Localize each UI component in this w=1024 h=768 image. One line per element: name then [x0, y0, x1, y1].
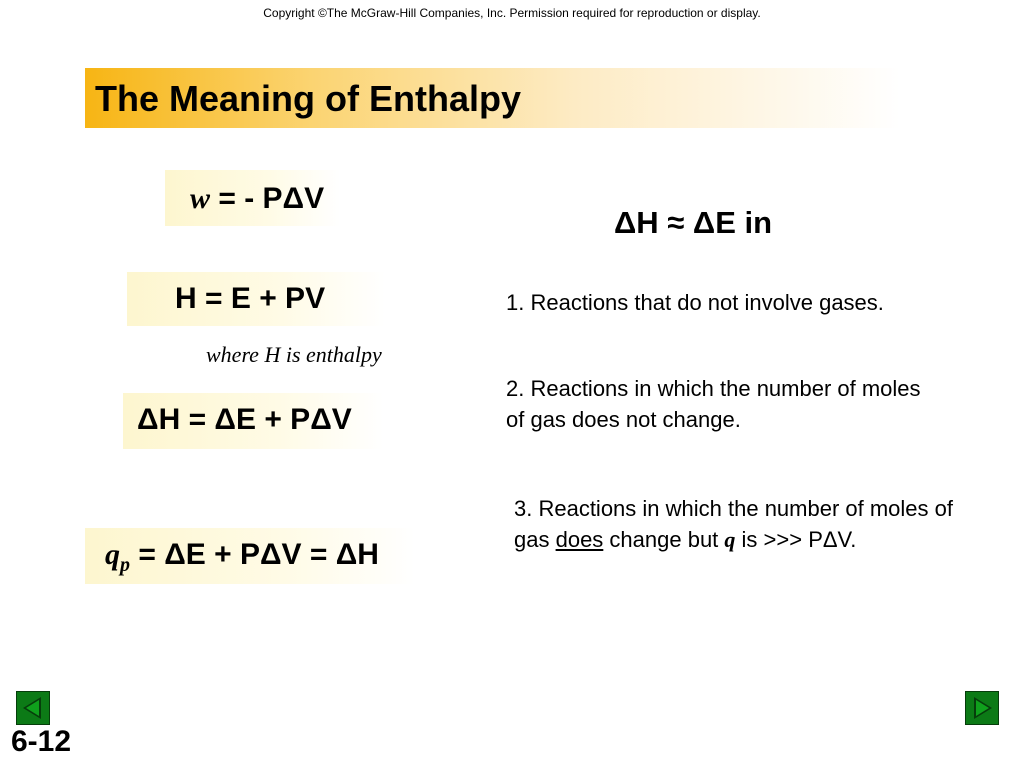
condition-3-emphasis: does	[555, 527, 604, 552]
condition-item-2: 2. Reactions in which the number of moles of gas does not change.	[506, 376, 921, 432]
work-variable: w	[190, 182, 211, 215]
previous-slide-button[interactable]	[16, 691, 50, 725]
enthalpy-definition: H = E + PV	[175, 282, 326, 315]
work-equation	[190, 182, 324, 216]
next-slide-button[interactable]	[965, 691, 999, 725]
qp-subscript: p	[120, 554, 130, 576]
arrow-left-icon	[17, 692, 49, 724]
qp-equation-rest: = ΔE + PΔV = ΔH	[130, 538, 379, 571]
enthalpy-definition-box	[127, 272, 385, 326]
condition-3-part2: change but	[603, 527, 725, 552]
work-equation-rest: = - PΔV	[210, 182, 325, 215]
qp-variable: q	[105, 538, 120, 571]
title-bar	[85, 68, 900, 128]
arrow-right-icon	[966, 692, 998, 724]
slide-number: 6-12	[11, 725, 72, 758]
delta-h-equation: ΔH = ΔE + PΔV	[137, 403, 352, 436]
work-equation-box	[165, 170, 340, 226]
enthalpy-note: where H is enthalpy	[206, 342, 382, 367]
qp-equation	[105, 538, 379, 577]
delta-h-equation-box	[123, 393, 383, 449]
copyright-notice: Copyright ©The McGraw-Hill Companies, Inc. Permission required for reproduction or display.	[263, 6, 761, 20]
qp-equation-box	[85, 528, 415, 584]
slide-title: The Meaning of Enthalpy	[95, 78, 522, 119]
condition-3-part3: is >>> PΔV.	[735, 527, 857, 552]
condition-3-part1: 3. Reactions in which the number of moles of gas	[514, 496, 954, 552]
condition-3-variable: q	[724, 527, 736, 552]
approximation-heading: ΔH ≈ ΔE in	[614, 205, 773, 240]
condition-item-3	[514, 493, 959, 555]
condition-item-1: 1. Reactions that do not involve gases.	[506, 290, 884, 315]
